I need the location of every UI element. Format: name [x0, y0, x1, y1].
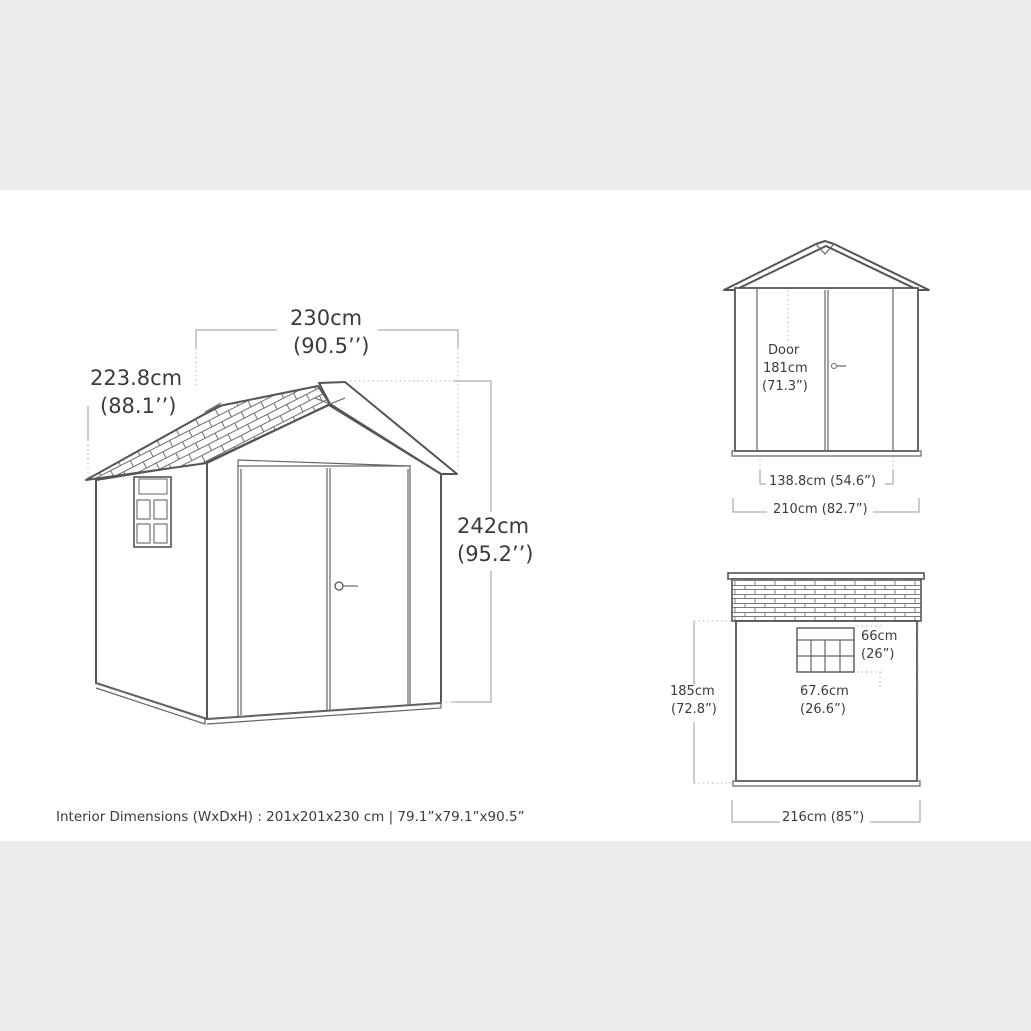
- window-width-imperial: (26.6”): [800, 702, 846, 717]
- door-height-metric: 181cm: [763, 361, 808, 376]
- door-handle-icon: [335, 582, 343, 590]
- side-total-depth-label: 216cm (85”): [782, 810, 865, 825]
- main-depth-imperial: (88.1’’): [100, 394, 177, 418]
- shed-front-gable: [319, 382, 457, 474]
- main-height-metric: 242cm: [457, 514, 530, 538]
- window-width-metric: 67.6cm: [800, 684, 849, 699]
- side-window: [797, 628, 854, 672]
- front-elevation-drawing: [724, 241, 929, 512]
- main-width-imperial: (90.5’’): [293, 334, 370, 358]
- interior-dimensions-note: Interior Dimensions (WxDxH) : 201x201x230 cm | 79.1”x79.1”x90.5”: [56, 809, 525, 825]
- door-width-label: 138.8cm (54.6”): [769, 474, 876, 489]
- main-width-metric: 230cm: [290, 306, 363, 330]
- shed-window: [134, 477, 171, 547]
- wall-height-imperial: (72.8”): [671, 702, 717, 717]
- main-shed-drawing: [86, 382, 457, 724]
- door-height-imperial: (71.3”): [762, 379, 808, 394]
- main-depth-metric: 223.8cm: [90, 366, 183, 390]
- window-height-imperial: (26”): [861, 647, 895, 662]
- main-height-imperial: (95.2’’): [457, 542, 534, 566]
- wall-height-metric: 185cm: [670, 684, 715, 699]
- door-label: Door: [768, 343, 800, 358]
- window-height-metric: 66cm: [861, 629, 898, 644]
- front-total-width-label: 210cm (82.7”): [773, 502, 868, 517]
